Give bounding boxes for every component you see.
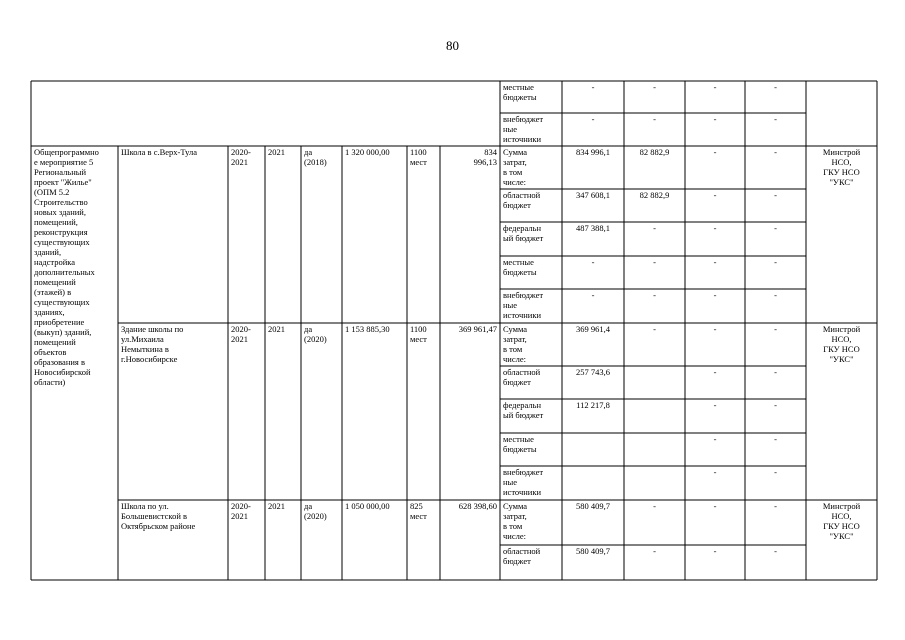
funding-row-value-1: 369 961,4	[576, 324, 610, 334]
funding-row-value-3: -	[713, 546, 717, 556]
object-name: Школа в с.Верх-Тула	[121, 147, 198, 157]
object-capacity: 1100 мест	[410, 147, 427, 167]
funding-row-value-1: 112 217,8	[576, 400, 610, 410]
funding-row-value-1: 834 996,1	[576, 147, 610, 157]
funding-row-value-3: -	[713, 467, 717, 477]
funding-row-value-4: -	[774, 367, 777, 377]
object-amount: 628 398,60	[458, 501, 497, 511]
funding-row-value-2	[624, 433, 685, 466]
top-row-value-3: -	[713, 82, 717, 92]
funding-row-value-2: -	[653, 546, 656, 556]
funding-row-funding-source: областной бюджет	[503, 367, 541, 387]
funding-row-funding-source: федеральн ый бюджет	[503, 223, 544, 243]
object-period: 2020- 2021	[231, 501, 251, 521]
funding-row-value-1: 580 409,7	[576, 546, 610, 556]
funding-row-value-2: -	[653, 257, 656, 267]
funding-row-value-4: -	[774, 223, 777, 233]
funding-row-value-4: -	[774, 324, 777, 334]
object-year: 2021	[268, 324, 285, 334]
object-flag: да (2020)	[304, 324, 327, 344]
funding-row-funding-source: федеральн ый бюджет	[503, 400, 544, 420]
top-row-value-1: -	[591, 114, 595, 124]
object-executor: Минстрой НСО, ГКУ НСО "УКС"	[822, 147, 861, 187]
object-cost: 1 153 885,30	[345, 324, 390, 334]
page-number: 80	[446, 38, 459, 53]
funding-row-value-1: -	[591, 290, 595, 300]
funding-row-value-4: -	[774, 400, 777, 410]
object-amount: 834 996,13	[473, 147, 497, 167]
object-period: 2020- 2021	[231, 324, 251, 344]
object-name: Здание школы по ул.Михаила Немыткина в г.Новосибирске	[121, 324, 184, 364]
funding-row-value-2: 82 882,9	[639, 147, 670, 157]
funding-row-value-2: -	[653, 324, 656, 334]
object-name: Школа по ул. Большевистской в Октябрьском районе	[121, 501, 196, 531]
funding-row-value-4: -	[774, 257, 777, 267]
funding-row-value-3: -	[713, 324, 717, 334]
object-year: 2021	[268, 501, 285, 511]
top-row-funding-source: местные бюджеты	[503, 82, 537, 102]
funding-row-funding-source: внебюджет ные источники	[503, 467, 544, 497]
object-flag: да (2020)	[304, 501, 327, 521]
top-row-value-2: -	[653, 82, 656, 92]
funding-row-value-2: -	[653, 501, 656, 511]
funding-row-value-3: -	[713, 257, 717, 267]
top-row-funding-source: внебюджет ные источники	[503, 114, 544, 144]
funding-row-value-1	[562, 433, 624, 466]
funding-row-funding-source: Сумма затрат, в том числе:	[503, 324, 528, 364]
funding-row-value-4: -	[774, 546, 777, 556]
funding-row-value-1: 580 409,7	[576, 501, 610, 511]
funding-row-funding-source: областной бюджет	[503, 190, 541, 210]
funding-row-value-3: -	[713, 190, 717, 200]
funding-row-value-2	[624, 399, 685, 433]
funding-row-value-1	[562, 466, 624, 500]
object-flag: да (2018)	[304, 147, 327, 167]
funding-row-value-2	[624, 366, 685, 399]
funding-row-value-4: -	[774, 290, 777, 300]
funding-row-value-2: -	[653, 290, 656, 300]
funding-row-value-3: -	[713, 501, 717, 511]
funding-row-value-1: -	[591, 257, 595, 267]
funding-row-value-3: -	[713, 147, 717, 157]
object-cost: 1 050 000,00	[345, 501, 390, 511]
funding-row-value-1: 487 388,1	[576, 223, 610, 233]
top-row-value-1: -	[591, 82, 595, 92]
funding-row-value-4: -	[774, 147, 777, 157]
funding-row-value-4: -	[774, 190, 777, 200]
funding-row-value-2: -	[653, 223, 656, 233]
object-capacity: 1100 мест	[410, 324, 427, 344]
funding-row-value-1: 257 743,6	[576, 367, 610, 377]
funding-row-funding-source: местные бюджеты	[503, 434, 537, 454]
funding-row-value-3: -	[713, 290, 717, 300]
funding-row-funding-source: местные бюджеты	[503, 257, 537, 277]
object-year: 2021	[268, 147, 285, 157]
event-description: Общепрограммно е мероприятие 5 Региональный проект "Жилье" (ОПМ 5.2 Строительство новых зданий, помещений, реконструкция существующих зданий, надстройка дополнительных помещений (этажей) в существующих зданиях, приобретение (выкуп) зданий, помещений объектов образования в Новосибирской области)	[34, 147, 99, 387]
funding-row-funding-source: внебюджет ные источники	[503, 290, 544, 320]
funding-row-funding-source: Сумма затрат, в том числе:	[503, 501, 528, 541]
funding-row-funding-source: областной бюджет	[503, 546, 541, 566]
funding-row-value-3: -	[713, 434, 717, 444]
object-amount: 369 961,47	[458, 324, 497, 334]
funding-row-value-3: -	[713, 400, 717, 410]
object-capacity: 825 мест	[410, 501, 427, 521]
object-cost: 1 320 000,00	[345, 147, 390, 157]
funding-row-value-2	[624, 466, 685, 500]
funding-row-value-3: -	[713, 367, 717, 377]
top-row-value-3: -	[713, 114, 717, 124]
funding-row-value-1: 347 608,1	[576, 190, 610, 200]
top-row-value-2: -	[653, 114, 656, 124]
top-row-value-4: -	[774, 82, 777, 92]
funding-row-value-4: -	[774, 467, 777, 477]
top-row-value-4: -	[774, 114, 777, 124]
funding-row-value-4: -	[774, 501, 777, 511]
object-executor: Минстрой НСО, ГКУ НСО "УКС"	[822, 324, 861, 364]
funding-row-value-3: -	[713, 223, 717, 233]
funding-row-value-4: -	[774, 434, 777, 444]
object-period: 2020- 2021	[231, 147, 251, 167]
funding-row-funding-source: Сумма затрат, в том числе:	[503, 147, 528, 187]
funding-row-value-2: 82 882,9	[639, 190, 670, 200]
object-executor: Минстрой НСО, ГКУ НСО "УКС"	[822, 501, 861, 541]
